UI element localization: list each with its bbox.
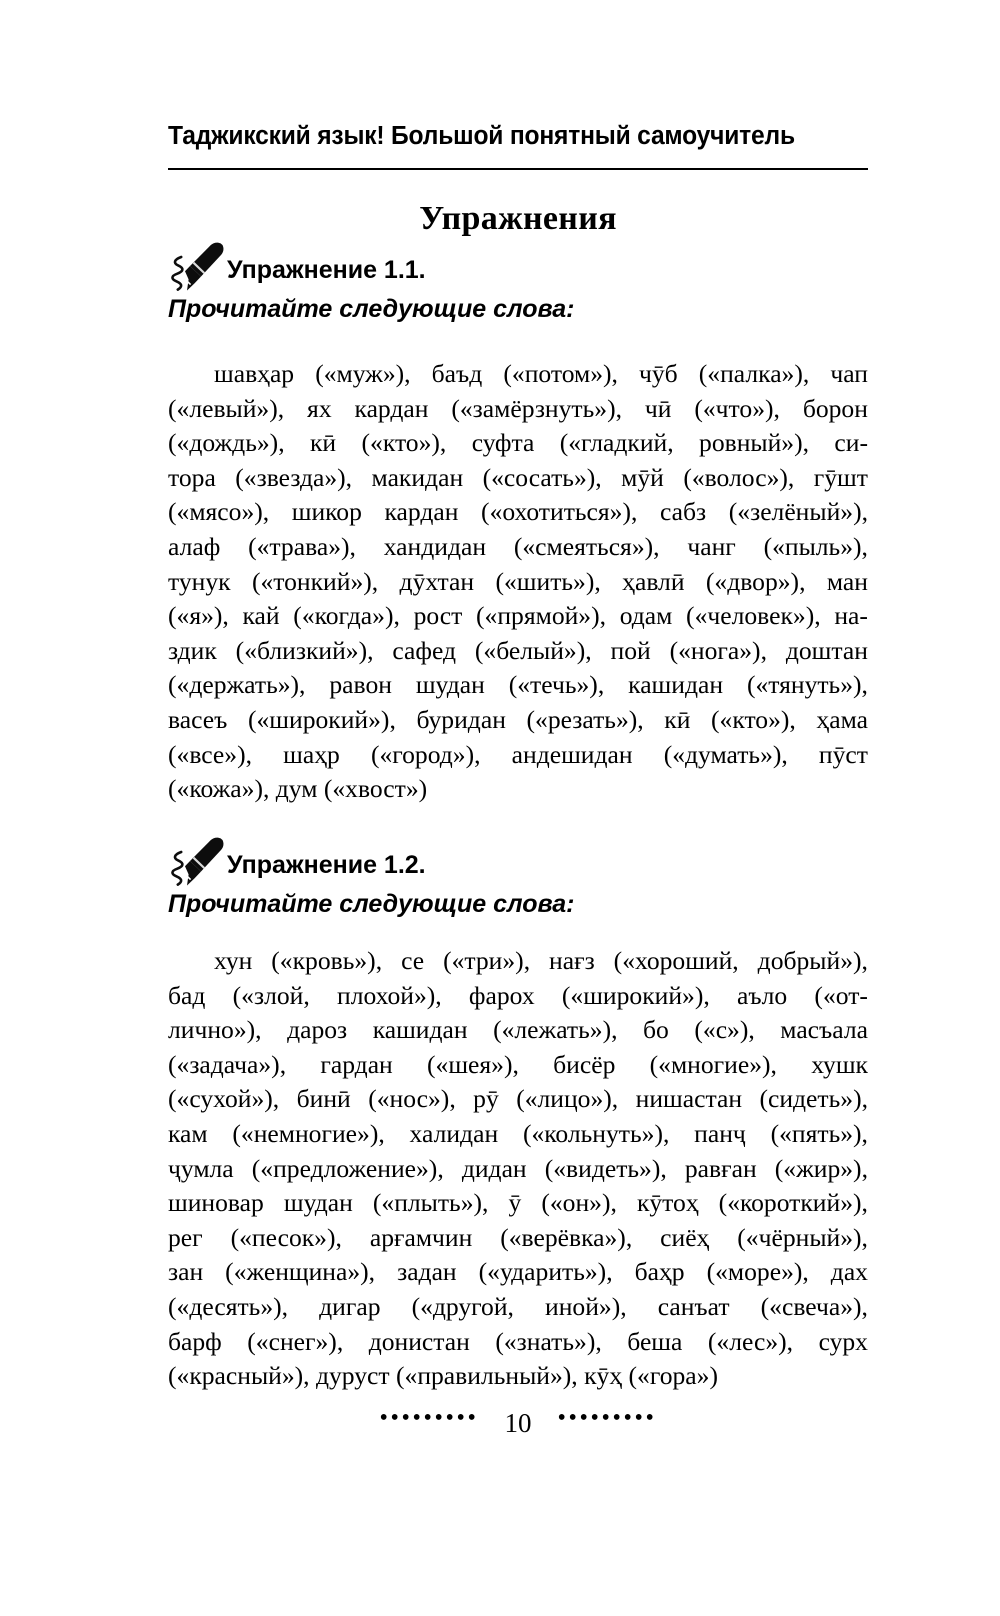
word-list-line: лично»), дароз кашидан («лежать»), бо («с»), масъала (168, 1015, 868, 1045)
word-list-2 (168, 944, 868, 1394)
word-list-line: («задача»), гардан («шея»), бисёр («многие»), хушк (168, 1049, 868, 1079)
header-rule (168, 168, 868, 170)
page-title: Упражнения (419, 200, 617, 237)
word-list-line: кам («немногие»), халидан («кольнуть»), панҷ («пять»), (168, 1118, 868, 1148)
pen-nib-icon (168, 835, 226, 887)
word-list-line: здик («близкий»), сафед («белый»), пой («нога»), доштан (168, 635, 868, 665)
footer-dots-left: ••••••••• (379, 1405, 479, 1431)
exercise-title-1: Упражнение 1.1. (227, 256, 426, 284)
footer-dots-right: ••••••••• (557, 1405, 657, 1431)
word-list-line: алаф («трава»), хандидан («смеяться»), чанг («пыль»), (168, 531, 868, 561)
word-list-line: рег («песок»), арғамчин («верёвка»), сиёҳ («чёрный»), (168, 1222, 868, 1252)
exercise-title-2: Упражнение 1.2. (227, 851, 426, 879)
word-list-line: хун («кровь»), се («три»), нағз («хороший, добрый»), (214, 946, 868, 975)
word-list-line: зан («женщина»), задан («ударить»), баҳр («море»), дах (168, 1257, 868, 1287)
exercise-heading-2 (168, 841, 868, 917)
word-list-line: шавҳар («муж»), баъд («потом»), чӯб («палка»), чап (214, 359, 868, 388)
word-list-line: («десять»), дигар («другой, иной»), санъат («свеча»), (168, 1291, 868, 1321)
word-list-line: («держать»), равон шудан («течь»), кашидан («тянуть»), (168, 670, 868, 700)
word-list-line: («дождь»), кӣ («кто»), суфта («гладкий, ровный»), си- (168, 428, 868, 458)
exercise-title-row-1 (168, 246, 868, 286)
word-list-line: шиновар шудан («плыть»), ӯ («он»), кӯтоҳ («короткий»), (168, 1188, 868, 1218)
word-list-line: («красный»), дуруст («правильный»), кӯҳ («гора») (168, 1361, 718, 1391)
word-list-line: («сухой»), бинӣ («нос»), рӯ («лицо»), нишастан (сидеть»), (168, 1084, 868, 1114)
word-list-line: («левый»), ях кардан («замёрзнуть»), чӣ («что»), борон (168, 393, 868, 423)
page-footer (168, 1405, 868, 1439)
word-list-line: бад («злой, плохой»), фарох («широкий»), аъло («от- (168, 980, 868, 1010)
exercise-heading-1 (168, 246, 868, 322)
word-list-line: («кожа»), дум («хвост») (168, 774, 428, 804)
exercise-title-row-2 (168, 841, 868, 881)
running-head (168, 122, 868, 150)
word-list-line: ҷумла («предложение»), дидан («видеть»), равған («жир»), (168, 1153, 868, 1183)
word-list-line: («все»), шаҳр («город»), андешидан («думать»), пӯст (168, 739, 868, 769)
word-list-line: барф («снег»), донистан («знать»), беша («лес»), сурх (168, 1326, 868, 1356)
word-list-line: тора («звезда»), макидан («сосать»), мӯй («волос»), гӯшт (168, 462, 868, 492)
running-head-text: Таджикский язык! Большой понятный самоучитель (168, 122, 795, 150)
word-list-1 (168, 357, 868, 807)
pen-nib-icon (168, 240, 226, 292)
word-list-line: («я»), кай («когда»), рост («прямой»), одам («человек»), на- (168, 601, 868, 631)
word-list-line: («мясо»), шикор кардан («охотиться»), сабз («зелёный»), (168, 497, 868, 527)
exercise-subtitle-2: Прочитайте следующие слова: (168, 890, 575, 918)
page-number: 10 (504, 1408, 532, 1438)
word-list-line: тунук («тонкий»), дӯхтан («шить»), ҳавлӣ («двор»), ман (168, 566, 868, 596)
word-list-line: васеъ («широкий»), буридан («резать»), кӣ («кто»), ҳама (168, 704, 868, 734)
exercise-subtitle-1: Прочитайте следующие слова: (168, 295, 575, 323)
